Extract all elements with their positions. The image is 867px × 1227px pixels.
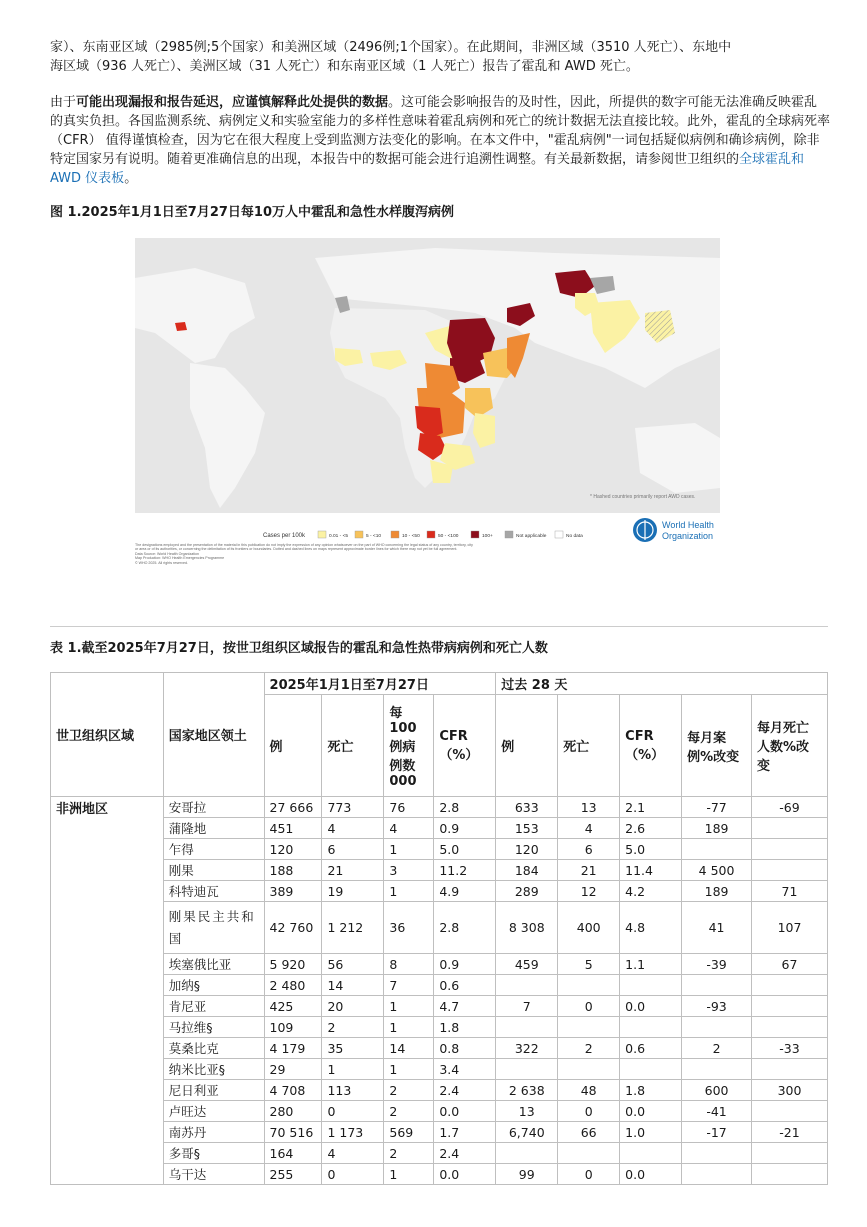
- cell-cases: 4 179: [264, 1038, 322, 1059]
- cell-deaths28: [558, 1059, 620, 1080]
- table-row: [51, 902, 828, 954]
- cell-cfr: 4.7: [434, 996, 496, 1017]
- header-period-ytd: 2025年1月1日至7月27日: [264, 673, 496, 695]
- cell-cases: 120: [264, 839, 322, 860]
- table-title: 表 1.截至2025年7月27日，按世卫组织区域报告的霍乱和急性热带病病例和死亡人数: [50, 641, 548, 656]
- cell-cases: 29: [264, 1059, 322, 1080]
- cell-mc: -93: [682, 996, 752, 1017]
- cell-deaths: 35: [322, 1038, 384, 1059]
- country-cell: 乍得: [163, 839, 264, 860]
- cell-cfr: 1.8: [434, 1017, 496, 1038]
- cell-per100: 569: [384, 1122, 434, 1143]
- cell-per100: 2: [384, 1080, 434, 1101]
- country-cell: 南苏丹: [163, 1122, 264, 1143]
- cell-md: 71: [752, 881, 828, 902]
- cell-deaths28: [558, 1017, 620, 1038]
- cell-mc: [682, 1017, 752, 1038]
- cell-per100: 4: [384, 818, 434, 839]
- cell-mc: 4 500: [682, 860, 752, 881]
- cell-deaths: 6: [322, 839, 384, 860]
- cell-mc: [682, 975, 752, 996]
- cell-deaths: 1 212: [322, 902, 384, 954]
- cell-cfr: 2.4: [434, 1143, 496, 1164]
- cell-mc: [682, 1143, 752, 1164]
- table-row: [51, 1101, 828, 1122]
- cell-cases28: 289: [496, 881, 558, 902]
- table-row: [51, 1164, 828, 1185]
- cell-deaths: 0: [322, 1101, 384, 1122]
- country-cell: 刚果民主共和国: [163, 902, 264, 954]
- cell-cfr28: 0.0: [620, 1101, 682, 1122]
- cell-deaths28: [558, 975, 620, 996]
- cholera-table: [50, 672, 828, 1185]
- header-monthly-cases-change: 每月案例%改变: [682, 695, 752, 797]
- cell-mc: -41: [682, 1101, 752, 1122]
- table-row: [51, 839, 828, 860]
- country-cell: 莫桑比克: [163, 1038, 264, 1059]
- who-logo: [633, 518, 714, 542]
- cell-cfr: 0.6: [434, 975, 496, 996]
- cell-cfr28: 1.0: [620, 1122, 682, 1143]
- cell-md: [752, 1101, 828, 1122]
- cell-cases28: 633: [496, 797, 558, 818]
- cell-md: [752, 1143, 828, 1164]
- dashboard-link[interactable]: 全球霍乱和 AWD 仪表板: [50, 152, 805, 186]
- cell-deaths: 20: [322, 996, 384, 1017]
- header-region: 世卫组织区域: [51, 673, 164, 797]
- country-cell: 纳米比亚§: [163, 1059, 264, 1080]
- cell-per100: 1: [384, 1164, 434, 1185]
- header-monthly-deaths-change: 每月死亡人数%改变: [752, 695, 828, 797]
- cell-cfr28: [620, 1059, 682, 1080]
- cell-cfr28: 5.0: [620, 839, 682, 860]
- cell-per100: 36: [384, 902, 434, 954]
- cell-per100: 2: [384, 1143, 434, 1164]
- cell-cfr: 5.0: [434, 839, 496, 860]
- cell-cases: 425: [264, 996, 322, 1017]
- cell-cases: 188: [264, 860, 322, 881]
- cell-cases28: [496, 1017, 558, 1038]
- cell-deaths28: 0: [558, 1101, 620, 1122]
- cell-deaths28: [558, 1143, 620, 1164]
- cell-cases: 5 920: [264, 954, 322, 975]
- cell-cases: 2 480: [264, 975, 322, 996]
- header-cfr: CFR（%）: [434, 695, 496, 797]
- legend-label: Not applicable: [516, 534, 547, 539]
- cell-mc: -77: [682, 797, 752, 818]
- cell-md: [752, 996, 828, 1017]
- cell-per100: 7: [384, 975, 434, 996]
- cell-per100: 2: [384, 1101, 434, 1122]
- cell-per100: 14: [384, 1038, 434, 1059]
- cell-deaths28: 4: [558, 818, 620, 839]
- cell-deaths: 4: [322, 818, 384, 839]
- cell-cases28: 99: [496, 1164, 558, 1185]
- cell-cases: 451: [264, 818, 322, 839]
- legend-label: 100+: [482, 534, 493, 539]
- cell-cases: 42 760: [264, 902, 322, 954]
- region-label: 非洲地区: [51, 797, 164, 1185]
- cell-md: -69: [752, 797, 828, 818]
- cell-cfr28: 0.0: [620, 996, 682, 1017]
- country-cell: 科特迪瓦: [163, 881, 264, 902]
- table-row: [51, 1143, 828, 1164]
- cell-cases28: [496, 1059, 558, 1080]
- cell-cfr: 11.2: [434, 860, 496, 881]
- cell-md: 107: [752, 902, 828, 954]
- legend-label: 0.01 - <5: [329, 534, 349, 539]
- cell-cases: 4 708: [264, 1080, 322, 1101]
- hatch-note: * Hashed countries primarily report AWD cases.: [590, 494, 696, 500]
- cell-per100: 1: [384, 881, 434, 902]
- cell-deaths28: 13: [558, 797, 620, 818]
- caution-body: 。这可能会影响报告的及时性，因此，所提供的数字可能无法准确反映霍乱的真实负担。各国监测系统、病例定义和实验室能力的多样性意味着霍乱病例和死亡的统计数据无法直接比较。此外，霍乱的全球病死率 （CFR） 值得谨慎检查，因为它在很大程度上受到监测方法变化的影响。在本文件中，"霍乱病例"一词包括疑似病例和确诊病例，除非特定国家另有说明。随着更准确信息的出现，本报告中的数据可能会进行追溯性调整。有关最新数据，请参阅世卫组织的: [50, 95, 831, 167]
- table-row: [51, 1080, 828, 1101]
- cell-cfr: 3.4: [434, 1059, 496, 1080]
- cell-per100: 1: [384, 1017, 434, 1038]
- cell-deaths: 56: [322, 954, 384, 975]
- cell-cfr28: [620, 975, 682, 996]
- cell-deaths: 4: [322, 1143, 384, 1164]
- cell-cases: 27 666: [264, 797, 322, 818]
- header-cases: 例: [264, 695, 322, 797]
- cell-mc: 189: [682, 881, 752, 902]
- cell-mc: [682, 1164, 752, 1185]
- cell-cfr: 4.9: [434, 881, 496, 902]
- cell-cases: 389: [264, 881, 322, 902]
- cell-cfr28: 11.4: [620, 860, 682, 881]
- cell-deaths: 21: [322, 860, 384, 881]
- cell-cases28: 153: [496, 818, 558, 839]
- cell-cases: 255: [264, 1164, 322, 1185]
- cell-deaths: 1 173: [322, 1122, 384, 1143]
- legend-label: 5 - <10: [366, 534, 382, 539]
- cell-deaths28: 0: [558, 1164, 620, 1185]
- cell-md: 300: [752, 1080, 828, 1101]
- cell-cfr: 2.8: [434, 797, 496, 818]
- cell-deaths: 113: [322, 1080, 384, 1101]
- cell-md: [752, 839, 828, 860]
- legend-swatch: [427, 531, 435, 538]
- legend-swatch: [318, 531, 326, 538]
- figure-title: 图 1.2025年1月1日至7月27日每10万人中霍乱和急性水样腹泻病例: [50, 205, 455, 220]
- cell-cfr28: [620, 1017, 682, 1038]
- intro-paragraph: [50, 38, 830, 76]
- caution-paragraph: [50, 93, 830, 188]
- table-row: [51, 797, 828, 818]
- map-source: Data Source: World Health Organization: [135, 551, 200, 556]
- section-divider: [50, 626, 828, 627]
- cell-cases: 109: [264, 1017, 322, 1038]
- caution-prefix: 由于: [50, 95, 77, 110]
- cell-md: [752, 1017, 828, 1038]
- intro-line-1: 家）、东南亚区域（2985例;5个国家）和美洲区域（2496例;1个国家）。在此期间，非洲区域（3510 人死亡）、东地中: [50, 40, 732, 55]
- cell-deaths: 1: [322, 1059, 384, 1080]
- country-cell: 尼日利亚: [163, 1080, 264, 1101]
- header-per100k: 每100例病例数000: [384, 695, 434, 797]
- cell-per100: 1: [384, 1059, 434, 1080]
- cell-cfr28: 1.1: [620, 954, 682, 975]
- cell-cfr28: 0.6: [620, 1038, 682, 1059]
- country-cell: 蒲隆地: [163, 818, 264, 839]
- cell-cfr28: 4.8: [620, 902, 682, 954]
- cell-deaths: 19: [322, 881, 384, 902]
- cell-cfr: 0.8: [434, 1038, 496, 1059]
- country-cell: 加纳§: [163, 975, 264, 996]
- cell-deaths28: 48: [558, 1080, 620, 1101]
- cell-md: -21: [752, 1122, 828, 1143]
- intro-line-2: 海区域（936 人死亡）、美洲区域（31 人死亡）和东南亚区域（1 人死亡）报告了霍乱和 AWD 死亡。: [50, 59, 639, 74]
- country-cell: 刚果: [163, 860, 264, 881]
- country-cell: 肯尼亚: [163, 996, 264, 1017]
- header-period-28d: 过去 28 天: [496, 673, 828, 695]
- cell-md: [752, 1059, 828, 1080]
- country-cell: 多哥§: [163, 1143, 264, 1164]
- cell-deaths: 0: [322, 1164, 384, 1185]
- cell-mc: 600: [682, 1080, 752, 1101]
- country-cell: 埃塞俄比亚: [163, 954, 264, 975]
- table-row: [51, 975, 828, 996]
- cell-cfr28: 4.2: [620, 881, 682, 902]
- cell-mc: [682, 839, 752, 860]
- cell-mc: 189: [682, 818, 752, 839]
- legend-swatch: [555, 531, 563, 538]
- legend-title: Cases per 100k: [263, 533, 306, 539]
- cell-per100: 8: [384, 954, 434, 975]
- cell-cases28: 184: [496, 860, 558, 881]
- cell-cfr: 2.8: [434, 902, 496, 954]
- table-row: [51, 954, 828, 975]
- header-deaths: 死亡: [322, 695, 384, 797]
- cell-md: [752, 1164, 828, 1185]
- legend-label: 10 - <50: [402, 534, 420, 539]
- country-cell: 卢旺达: [163, 1101, 264, 1122]
- header-country: 国家地区领土: [163, 673, 264, 797]
- cell-deaths28: 12: [558, 881, 620, 902]
- cell-cases28: 2 638: [496, 1080, 558, 1101]
- who-org: Organization: [662, 531, 714, 541]
- cell-per100: 1: [384, 839, 434, 860]
- cell-cases28: 322: [496, 1038, 558, 1059]
- cell-deaths: 2: [322, 1017, 384, 1038]
- cell-cases28: 120: [496, 839, 558, 860]
- cell-mc: [682, 1059, 752, 1080]
- cell-deaths28: 5: [558, 954, 620, 975]
- cell-cases28: 7: [496, 996, 558, 1017]
- cell-cfr: 0.9: [434, 818, 496, 839]
- cell-deaths28: 0: [558, 996, 620, 1017]
- country-cell: 安哥拉: [163, 797, 264, 818]
- legend-swatch: [471, 531, 479, 538]
- table-row: [51, 1059, 828, 1080]
- haiti-region: [175, 322, 187, 331]
- table-row: [51, 996, 828, 1017]
- table-row: [51, 1017, 828, 1038]
- cell-deaths28: 66: [558, 1122, 620, 1143]
- cell-deaths28: 2: [558, 1038, 620, 1059]
- cell-cfr28: 2.1: [620, 797, 682, 818]
- caution-suffix: 。: [124, 171, 138, 186]
- header-deaths-28d: 死亡: [558, 695, 620, 797]
- cell-cases28: [496, 1143, 558, 1164]
- map-copyright: © WHO 2025. All rights reserved.: [135, 560, 188, 565]
- cell-deaths28: 400: [558, 902, 620, 954]
- cell-md: 67: [752, 954, 828, 975]
- legend-swatch: [505, 531, 513, 538]
- cell-md: [752, 818, 828, 839]
- caution-bold: 可能出现漏报和报告延迟，应谨慎解释此处提供的数据: [76, 95, 389, 110]
- cell-cfr: 0.0: [434, 1164, 496, 1185]
- table-row: [51, 881, 828, 902]
- cell-deaths: 14: [322, 975, 384, 996]
- cell-md: [752, 860, 828, 881]
- cell-md: [752, 975, 828, 996]
- cell-cases28: 8 308: [496, 902, 558, 954]
- cell-cases28: 13: [496, 1101, 558, 1122]
- map-production: Map Production: WHO Health Emergencies Programme: [135, 556, 225, 561]
- legend-swatch: [391, 531, 399, 538]
- cell-cfr: 2.4: [434, 1080, 496, 1101]
- cell-cfr28: 2.6: [620, 818, 682, 839]
- cell-cfr: 0.0: [434, 1101, 496, 1122]
- country-cell: 乌干达: [163, 1164, 264, 1185]
- map-legend: [263, 531, 583, 539]
- cell-deaths: 773: [322, 797, 384, 818]
- legend-swatch: [355, 531, 363, 538]
- cell-cases28: [496, 975, 558, 996]
- cell-deaths28: 21: [558, 860, 620, 881]
- table-row: [51, 818, 828, 839]
- map-disclaimer: The designations employed and the presentation of the material in this publication do not imply the expression of any opinion whatsoever on the part of WHO concerning the legal status of any country, territory, city or area or of its authorities, or concerning the delimitation of its frontiers or boundaries. Dotted and dashed lines on maps represent approximate border lines for which there may not yet be full agreement.: [135, 543, 473, 552]
- cell-cfr: 1.7: [434, 1122, 496, 1143]
- cell-cases: 280: [264, 1101, 322, 1122]
- header-cfr-28d: CFR（%）: [620, 695, 682, 797]
- cell-cfr: 0.9: [434, 954, 496, 975]
- cell-mc: 41: [682, 902, 752, 954]
- cell-deaths28: 6: [558, 839, 620, 860]
- cell-per100: 3: [384, 860, 434, 881]
- cell-cfr28: 0.0: [620, 1164, 682, 1185]
- cell-cfr28: [620, 1143, 682, 1164]
- country-cell: 马拉维§: [163, 1017, 264, 1038]
- legend-label: 50 - <100: [438, 534, 459, 539]
- cell-per100: 76: [384, 797, 434, 818]
- cell-mc: 2: [682, 1038, 752, 1059]
- cell-cases: 164: [264, 1143, 322, 1164]
- table-row: [51, 1122, 828, 1143]
- who-name: World Health: [662, 520, 714, 530]
- cell-cases28: 6,740: [496, 1122, 558, 1143]
- cell-cases28: 459: [496, 954, 558, 975]
- table-row: [51, 860, 828, 881]
- cell-per100: 1: [384, 996, 434, 1017]
- header-cases-28d: 例: [496, 695, 558, 797]
- cell-cases: 70 516: [264, 1122, 322, 1143]
- cell-md: -33: [752, 1038, 828, 1059]
- cholera-map: [135, 238, 720, 578]
- cell-cfr28: 1.8: [620, 1080, 682, 1101]
- legend-label: No data: [566, 534, 583, 539]
- table-row: [51, 1038, 828, 1059]
- cell-mc: -39: [682, 954, 752, 975]
- cell-mc: -17: [682, 1122, 752, 1143]
